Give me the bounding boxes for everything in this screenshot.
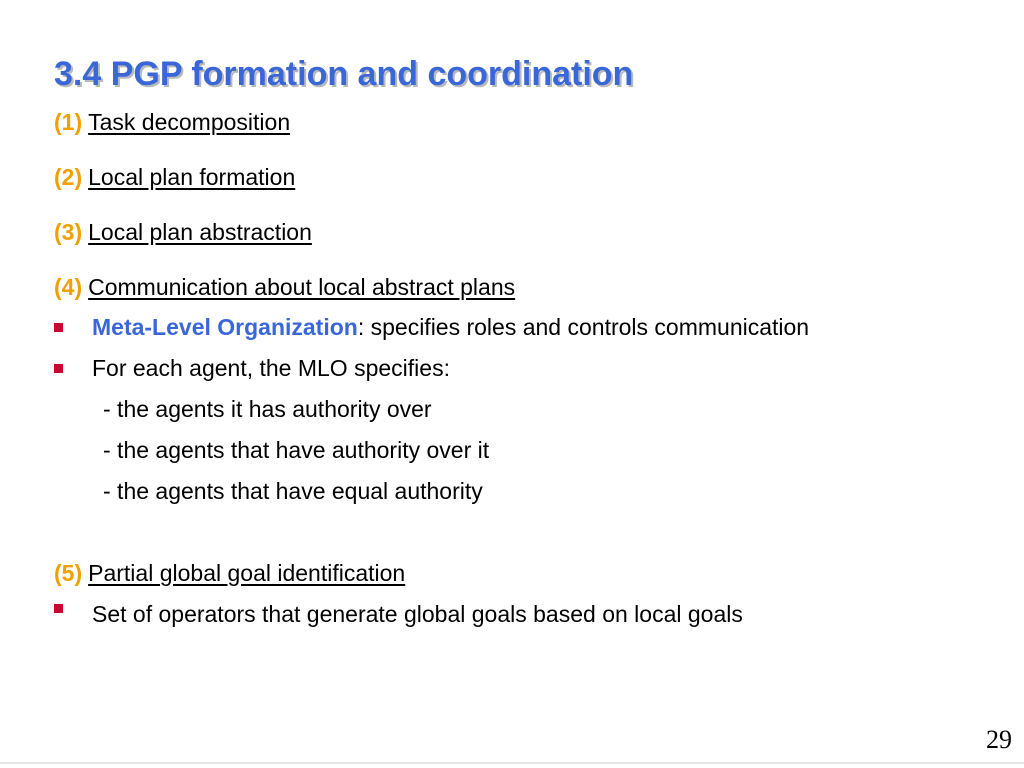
item-1-number: (1) — [54, 109, 83, 135]
item-5-label: Partial global goal identification — [88, 560, 406, 586]
item-1 — [54, 107, 290, 137]
mlo-description: : specifies roles and controls communication — [357, 314, 810, 340]
item-3-label: Local plan abstraction — [88, 219, 312, 245]
mlo-bullet-text — [92, 312, 809, 342]
agent-bullet-text: For each agent, the MLO specifies: — [92, 355, 450, 381]
item-4-number: (4) — [54, 274, 83, 300]
item-1-label: Task decomposition — [88, 109, 291, 135]
sub-item-authority-over-it: - the agents that have authority over it — [103, 437, 490, 463]
sub-item-authority-over: - the agents it has authority over — [103, 396, 432, 422]
bottom-divider — [0, 762, 1024, 764]
item-3-number: (3) — [54, 219, 83, 245]
item-4-label: Communication about local abstract plans — [88, 274, 516, 300]
item-4 — [54, 272, 515, 302]
square-bullet-icon — [54, 604, 63, 613]
page-number: 29 — [986, 725, 1012, 754]
item-2-number: (2) — [54, 164, 83, 190]
mlo-term: Meta-Level Organization — [92, 314, 358, 340]
item-5 — [54, 558, 405, 588]
sub-item-equal-authority: - the agents that have equal authority — [103, 478, 483, 504]
slide-title: 3.4 PGP formation and coordination — [54, 55, 634, 93]
item-3 — [54, 217, 312, 247]
square-bullet-icon — [54, 364, 63, 373]
operators-bullet-text: Set of operators that generate global goals based on local goals — [92, 601, 743, 627]
item-2-label: Local plan formation — [88, 164, 296, 190]
item-2 — [54, 162, 295, 192]
square-bullet-icon — [54, 323, 63, 332]
item-5-number: (5) — [54, 560, 83, 586]
